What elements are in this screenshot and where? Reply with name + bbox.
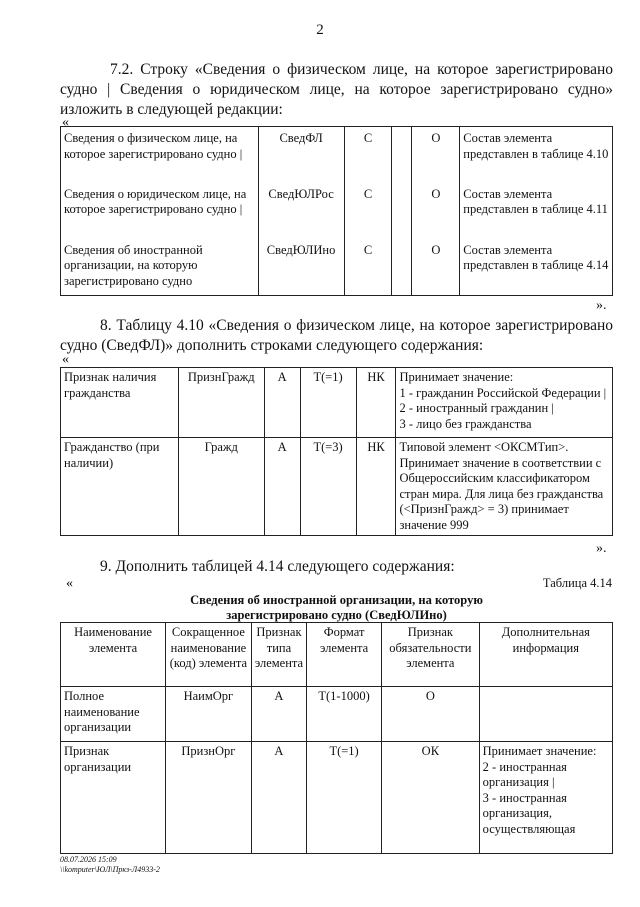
element-required: О: [382, 687, 480, 742]
open-quote: «: [66, 576, 73, 591]
element-code: СведЮЛИно: [258, 239, 344, 296]
info-line: 1 - гражданин Российской Федерации |: [399, 385, 607, 400]
element-info: Состав элемента представлен в таблице 4.11: [460, 183, 613, 239]
open-quote: «: [62, 115, 69, 130]
info-line: 3 - лицо без гражданства: [399, 416, 532, 431]
element-name: Полное наименование организации: [61, 687, 166, 742]
element-code: ПризнГражд: [178, 368, 264, 438]
element-code: ПризнОрг: [166, 742, 252, 854]
element-type: С: [344, 239, 392, 296]
element-format: Т(=1): [300, 368, 356, 438]
footer-file-path: \\komputer\ЮЛ\Пркз-Л4933-2: [60, 865, 160, 874]
paragraph-9: 9. Дополнить таблицей 4.14 следующего содержания:: [100, 558, 455, 575]
close-quote: ».: [596, 541, 607, 556]
column-header: Признак обязательности элемента: [382, 623, 480, 687]
element-format: [392, 127, 412, 183]
element-info: [479, 742, 612, 854]
element-name: Признак организации: [61, 742, 166, 854]
element-name: Сведения о юридическом лице, на которое зарегистрировано судно |: [61, 183, 259, 239]
footer-timestamp: 08.07.2026 15:09: [60, 855, 117, 864]
table-row: [61, 438, 613, 536]
element-name: Гражданство (при наличии): [61, 438, 179, 536]
element-name: Сведения об иностранной организации, на которую зарегистрировано судно: [61, 239, 259, 296]
column-header: Дополнительная информация: [479, 623, 612, 687]
table-title: [60, 593, 613, 623]
element-type: С: [344, 183, 392, 239]
element-required: НК: [356, 438, 396, 536]
element-type: А: [251, 742, 306, 854]
element-required: НК: [356, 368, 396, 438]
table-4-14: [60, 622, 613, 854]
element-info: Состав элемента представлен в таблице 4.10: [460, 127, 613, 183]
info-line: 2 - иностранная организация |: [482, 759, 567, 789]
element-required: ОК: [382, 742, 480, 854]
element-type: А: [264, 368, 300, 438]
element-required: О: [412, 127, 460, 183]
info-line: Принимает значение:: [399, 370, 514, 384]
element-type: С: [344, 127, 392, 183]
close-quote: ».: [596, 298, 607, 313]
element-name: Признак наличия гражданства: [61, 368, 179, 438]
column-header: Формат элемента: [307, 623, 382, 687]
table-label: Таблица 4.14: [542, 576, 612, 590]
table-row: [61, 239, 613, 296]
table-row: [61, 127, 613, 183]
footer: [60, 855, 160, 875]
element-info: Состав элемента представлен в таблице 4.14: [460, 239, 613, 296]
element-type: А: [251, 687, 306, 742]
element-type: А: [264, 438, 300, 536]
element-required: О: [412, 183, 460, 239]
table-element-rows: [60, 126, 613, 296]
column-header: Признак типа элемента: [251, 623, 306, 687]
element-info: Типовой элемент <ОКСМТип>. Принимает значение в соответствии с Общероссийским классификатором стран мира. Для лица без гражданства (<ПризнГражд> = 3) принимает значение 999: [396, 438, 613, 536]
element-info: [479, 687, 612, 742]
element-format: Т(=1): [307, 742, 382, 854]
paragraph-8: 8. Таблицу 4.10 «Сведения о физическом лице, на которое зарегистрировано судно (СведФЛ)» дополнить строками следующего содержания:: [60, 317, 613, 354]
element-name: Сведения о физическом лице, на которое зарегистрировано судно |: [61, 127, 259, 183]
element-format: [392, 239, 412, 296]
info-line: 2 - иностранный гражданин |: [399, 401, 554, 415]
table-row: [61, 687, 613, 742]
table-row: [61, 368, 613, 438]
column-header: Сокращенное наименование (код) элемента: [166, 623, 252, 687]
element-info: [396, 368, 613, 438]
table-row: [61, 183, 613, 239]
table-4-10-additions: [60, 367, 613, 536]
info-line: 3 - иностранная организация, осуществляющая: [482, 790, 576, 836]
table-title-line: Сведения об иностранной организации, на которую: [190, 593, 483, 607]
table-row: [61, 742, 613, 854]
column-header: Наименование элемента: [61, 623, 166, 687]
paragraph-7-2: 7.2. Строку «Сведения о физическом лице, на которое зарегистрировано судно | Сведения о юридическом лице, на которое зарегистрировано судно» изложить в следующей редакции:: [60, 61, 613, 118]
info-line: Принимает значение:: [482, 744, 597, 758]
element-code: Гражд: [178, 438, 264, 536]
element-format: [392, 183, 412, 239]
element-code: НаимОрг: [166, 687, 252, 742]
element-format: Т(1-1000): [307, 687, 382, 742]
element-code: СведФЛ: [258, 127, 344, 183]
table-title-line: зарегистрировано судно (СведЮЛИно): [226, 608, 447, 622]
element-code: СведЮЛРос: [258, 183, 344, 239]
page-number: 2: [316, 22, 324, 38]
open-quote: «: [62, 352, 69, 367]
table-header-row: [61, 623, 613, 687]
element-format: Т(=3): [300, 438, 356, 536]
element-required: О: [412, 239, 460, 296]
